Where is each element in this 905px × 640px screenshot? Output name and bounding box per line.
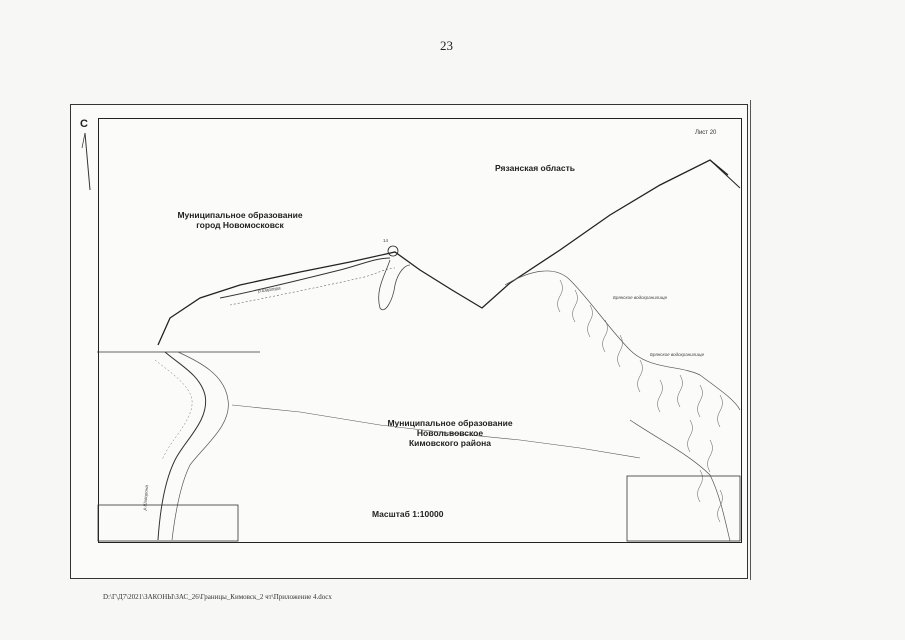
boundary-point-marker	[388, 246, 398, 256]
map-scale: Масштаб 1:10000	[372, 509, 444, 519]
terrain-hatching	[558, 280, 723, 522]
river-shargora	[220, 258, 390, 298]
river-shivorona-bank2	[155, 360, 192, 460]
north-arrow-tip	[82, 133, 85, 148]
region-label-line: Муниципальное образование	[177, 210, 303, 220]
river-branch	[379, 260, 410, 310]
reservoir-label: Брянское водохранилище	[650, 352, 705, 357]
inset-box-right	[627, 476, 740, 541]
reservoir-outline-lower	[630, 420, 730, 541]
region-label-ryazan: Рязанская область	[495, 163, 575, 173]
sheet-label: Лист 20	[695, 130, 717, 136]
page-number: 23	[440, 38, 453, 53]
region-label-line: Кимовского района	[408, 438, 492, 448]
region-label-line: Новольвовское	[416, 428, 484, 438]
inset-box-left	[98, 505, 238, 541]
region-label-line: Муниципальное образование	[387, 418, 513, 428]
vertical-river-label: р.Шиворона	[142, 484, 150, 511]
river-shivorona-bank	[172, 352, 228, 540]
boundary-point-label: 14	[383, 238, 389, 243]
north-arrow	[85, 133, 90, 190]
river-shivorona	[158, 352, 206, 540]
river-label: р.Шаргора	[257, 285, 281, 294]
north-label: С	[80, 118, 88, 130]
municipal-boundary	[158, 160, 728, 345]
document-path: D:\Г\Д7\2021\ЗАКОНЫ\ЗАС_26\Границы_Кимовск_2 чт\Приложение 4.docx	[103, 593, 332, 601]
boundary-tail	[710, 160, 740, 188]
region-label-line: город Новомосковск	[196, 220, 284, 230]
reservoir-label: Брянское водохранилище	[613, 295, 668, 300]
region-label-novomoskovsk	[165, 210, 315, 230]
region-label-novolvovskoe	[375, 418, 525, 448]
river-bank	[230, 268, 395, 305]
